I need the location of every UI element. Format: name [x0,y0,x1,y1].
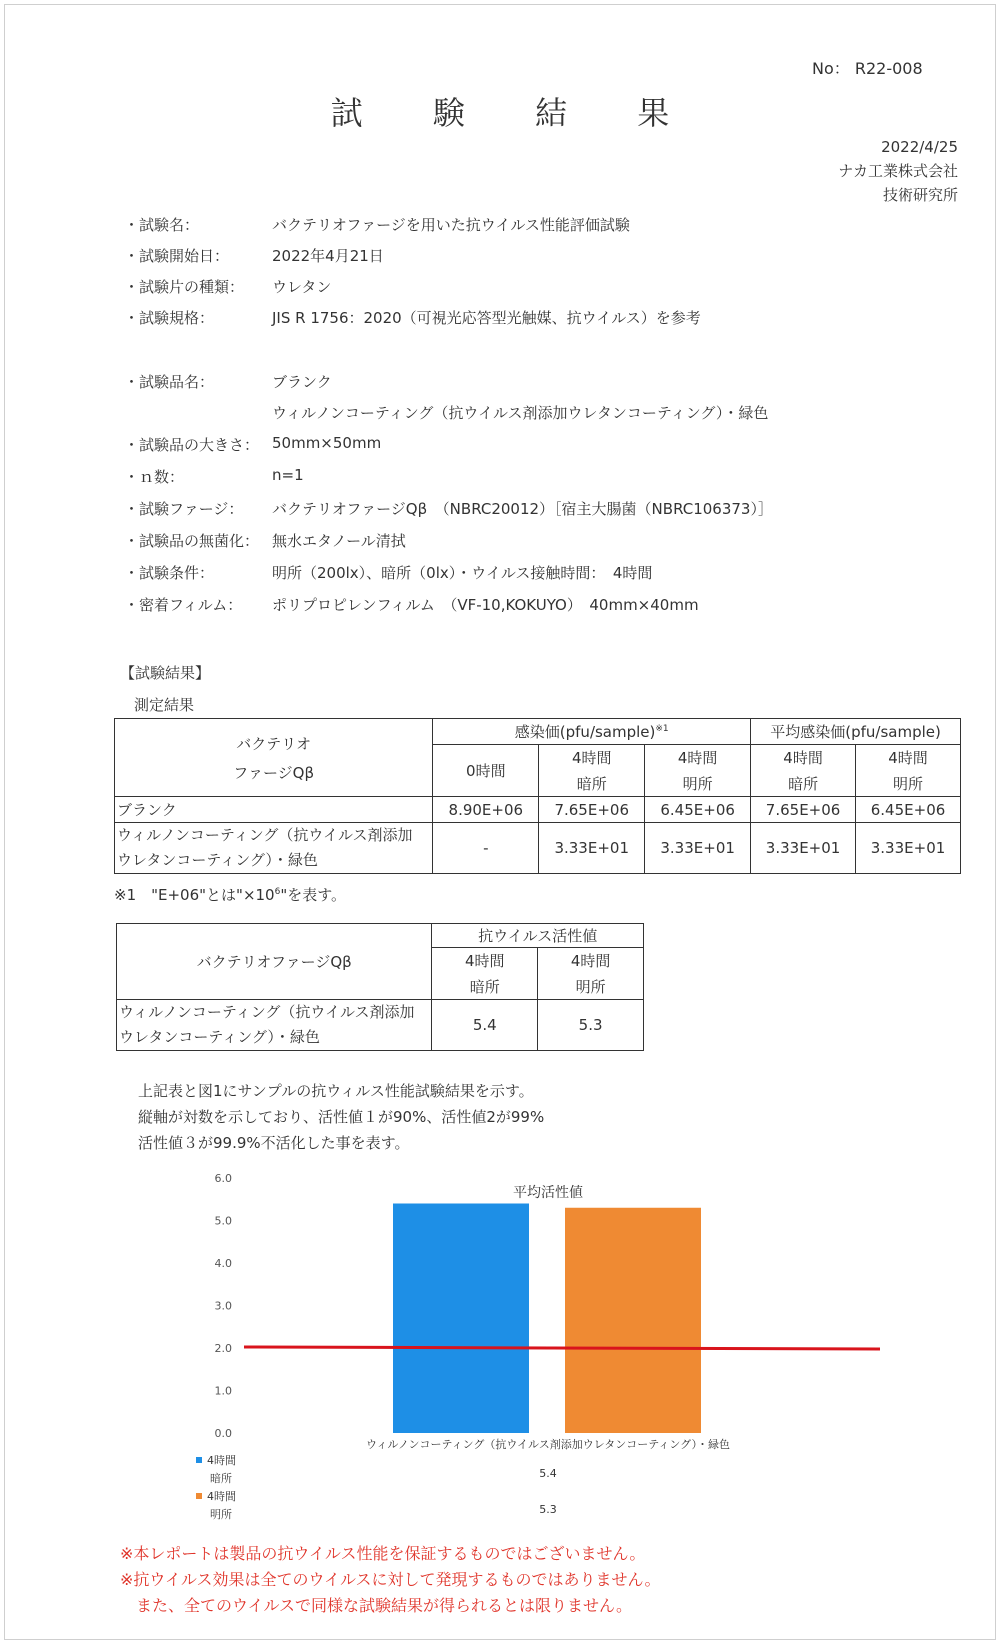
col-header-light: 明所 [856,771,961,797]
legend-label: 暗所 [210,1472,232,1485]
table-cell: 7.65E+06 [539,797,645,823]
legend-light [196,1489,557,1521]
measurement-table [114,718,961,874]
row-name-line: ウレタンコーティング）・緑色 [117,851,318,869]
info-label: ・密着フィルム： [124,596,243,614]
report-date: 2022/4/25 [881,138,958,156]
table-corner-header: バクテリオファージQβ [117,924,432,1000]
col-header-4h: 4時間 [856,745,961,771]
col-header-4h: 4時間 [751,745,856,771]
footnote-superscript: 6 [274,887,281,897]
col-header-dark: 暗所 [751,771,856,797]
row-name: ブランク [115,797,433,823]
info-value: ポリプロピレンフィルム （VF-10,KOKUYO） 40mm×40mm [272,596,699,614]
corner-line: ファージQβ [233,763,315,782]
table-row [117,1000,644,1051]
col-header-4h: 4時間 [432,948,538,974]
info-label: ・試験規格： [124,309,215,327]
info-value: ウィルノンコーティング（抗ウイルス剤添加ウレタンコーティング）・緑色 [272,404,769,422]
chart-title: 平均活性値 [513,1185,583,1201]
table-cell: 6.45E+06 [856,797,961,823]
description [138,1078,544,1156]
y-tick-label: 6.0 [214,1172,232,1185]
table-cell: 3.33E+01 [539,823,645,874]
group-superscript: ※1 [655,724,669,734]
legend-value: 5.4 [539,1467,557,1480]
description-line: 上記表と図1にサンプルの抗ウィルス性能試験結果を示す。 [138,1082,534,1100]
legend-value: 5.3 [539,1503,557,1516]
description-line: 縦軸が対数を示しており、活性値１が90%、活性値2が99% [138,1108,545,1126]
group-header-average: 平均感染価(pfu/sample) [751,719,961,745]
info-value: バクテリオファージQβ （NBRC20012）［宿主大腸菌（NBRC106373）］ [272,500,773,518]
activity-table [116,923,644,1051]
col-header-4h: 4時間 [538,948,644,974]
info-label: ・試験片の種類： [124,278,245,296]
table-row [115,823,961,874]
group-title: 感染価(pfu/sample) [514,723,656,741]
legend-swatch [196,1457,202,1463]
info-label: ・試験品の無菌化： [124,532,260,550]
info-label: ・ｎ数： [124,468,185,486]
col-header-4h: 4時間 [645,745,751,771]
row-name-line: ウレタンコーティング）・緑色 [119,1028,320,1046]
info-label: ・試験ファージ： [124,500,244,518]
col-header-dark: 暗所 [539,771,645,797]
table-corner-header [115,719,433,797]
legend-label: 4時間 [207,1454,236,1467]
y-tick-label: 4.0 [214,1257,232,1270]
activity-chart [0,1160,1000,1540]
disclaimer-line: ※本レポートは製品の抗ウイルス性能を保証するものではございません。 [120,1544,646,1563]
disclaimer-line: ※抗ウイルス効果は全てのウイルスに対して発現するものではありません。 [120,1570,661,1589]
y-tick-label: 1.0 [214,1384,232,1398]
info-value: ブランク [272,373,332,391]
col-header-dark: 暗所 [432,974,538,1000]
col-header-4h: 4時間 [539,745,645,771]
info-value: 明所（200lx）、暗所（0lx）・ウイルス接触時間： 4時間 [272,564,653,582]
info-value: ウレタン [272,278,332,296]
table-cell: 3.33E+01 [751,823,856,874]
footnote-text: "を表す。 [280,886,347,904]
measure-heading: 測定結果 [134,696,195,714]
table-cell: 6.45E+06 [645,797,751,823]
results-heading: 【試験結果】 [120,664,211,682]
col-header-light: 明所 [538,974,644,1000]
page-title: 試 験 結 果 [330,94,700,132]
corner-line: バクテリオ [236,734,312,753]
col-header-0h: 0時間 [433,745,539,797]
disclaimer-line: また、全てのウイルスで同様な試験結果が得られるとは限りません。 [120,1596,633,1615]
bar-dark [393,1204,529,1434]
row-name [117,1000,432,1051]
footnote-text: ※1 "E+06"とは"×10 [114,886,275,904]
bar-light [565,1208,701,1433]
legend-dark [196,1453,557,1485]
info-value: n=1 [272,466,304,484]
group-header-infectivity [433,719,751,745]
table-cell: 3.33E+01 [645,823,751,874]
info-value: JIS R 1756：2020（可視光応答型光触媒、抗ウイルス）を参考 [272,309,701,327]
info-label: ・試験品名： [124,373,215,391]
table-cell: 5.3 [538,1000,644,1051]
description-line: 活性値３が99.9%不活化した事を表す。 [138,1134,410,1152]
legend-label: 明所 [210,1508,232,1521]
disclaimers [120,1541,660,1619]
info-value: 2022年4月21日 [272,247,384,265]
info-value: 50mm×50mm [272,434,382,452]
row-name [115,823,433,874]
document-number: No： R22-008 [812,59,923,78]
company-name: ナカ工業株式会社 [838,162,958,180]
legend-swatch [196,1493,202,1499]
info-label: ・試験品の大きさ： [124,436,260,454]
y-tick-label: 2.0 [214,1342,232,1355]
info-value: バクテリオファージを用いた抗ウイルス性能評価試験 [272,216,630,234]
y-tick-label: 0.0 [214,1427,232,1440]
table-row [115,797,961,823]
info-value: 無水エタノール清拭 [272,532,406,550]
reference-line [244,1347,880,1349]
table-cell: 3.33E+01 [856,823,961,874]
table-cell: - [433,823,539,874]
group-header-activity: 抗ウイルス活性値 [432,924,644,948]
row-name-line: ウィルノンコーティング（抗ウイルス剤添加 [117,826,413,844]
table-cell: 7.65E+06 [751,797,856,823]
legend-label: 4時間 [207,1490,236,1503]
y-tick-label: 5.0 [214,1214,232,1228]
info-label: ・試験開始日： [124,247,230,265]
col-header-light: 明所 [645,771,751,797]
table-cell: 5.4 [432,1000,538,1051]
info-label: ・試験条件： [124,564,215,582]
row-name-line: ウィルノンコーティング（抗ウイルス剤添加 [119,1003,415,1021]
y-tick-label: 3.0 [214,1299,232,1313]
department-name: 技術研究所 [882,186,958,204]
info-label: ・試験名： [124,216,200,234]
table-footnote [114,884,346,905]
category-label: ウィルノンコーティング（抗ウイルス剤添加ウレタンコーティング）・緑色 [366,1438,730,1451]
table-cell: 8.90E+06 [433,797,539,823]
